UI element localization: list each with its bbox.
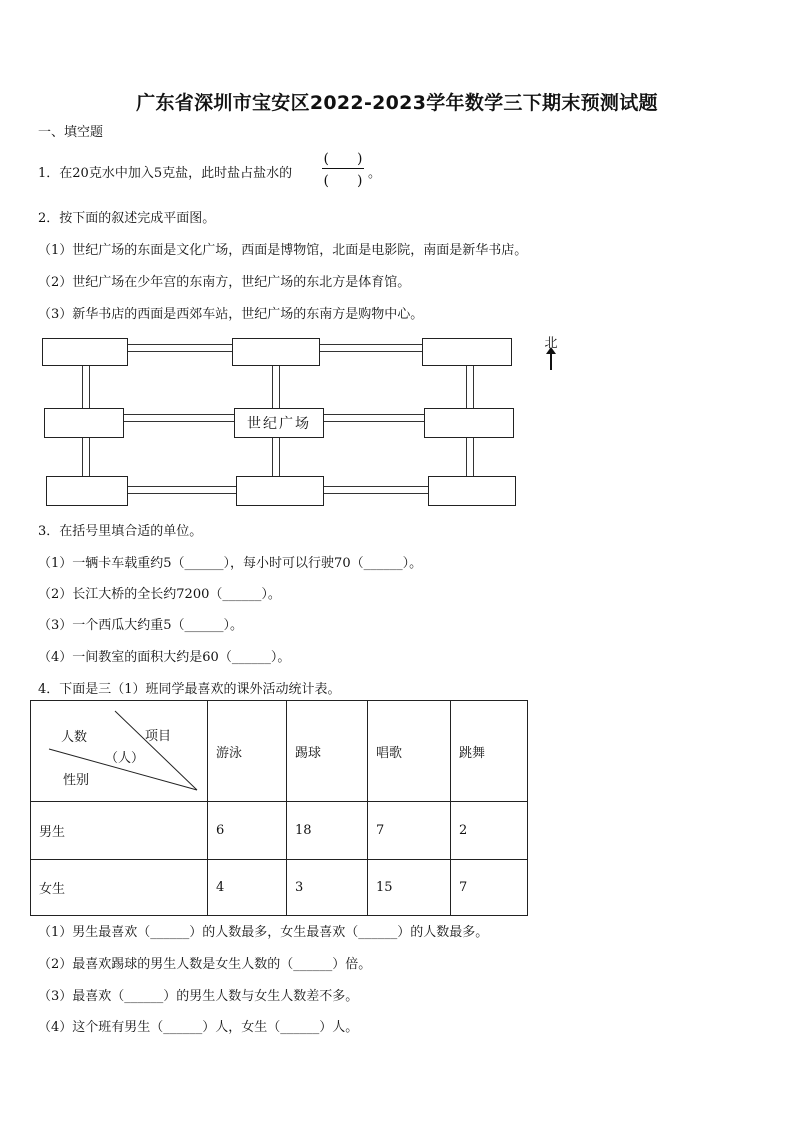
corner-people: 人数 (61, 730, 88, 745)
activity-stats-table (30, 700, 528, 916)
map-blank-box[interactable] (44, 408, 124, 438)
table-header-cell: 踢球 (287, 701, 368, 802)
question-3-item-2: （2）长江大桥的全长约7200（______）。 (38, 587, 281, 602)
question-4-item-2: （2）最喜欢踢球的男生人数是女生人数的（______）倍。 (38, 957, 372, 972)
table-header-cell: 跳舞 (451, 701, 528, 802)
map-blank-box[interactable] (42, 338, 128, 366)
corner-unit: （人） (105, 751, 145, 766)
row-label: 男生 (31, 802, 208, 860)
map-blank-box[interactable] (424, 408, 514, 438)
road (272, 437, 280, 477)
road (318, 344, 424, 352)
road (466, 437, 474, 477)
table-cell: 3 (287, 860, 368, 916)
corner-item: 项目 (145, 729, 172, 744)
question-1-end: 。 (368, 166, 382, 181)
question-3-item-4: （4）一间教室的面积大约是60（______）。 (38, 650, 291, 665)
table-cell: 7 (368, 802, 451, 860)
question-3-text: 3．在括号里填合适的单位。 (38, 524, 203, 539)
century-square-box (234, 408, 324, 438)
fraction-numerator[interactable]: ( ) (323, 151, 363, 167)
table-header-cell: 游泳 (208, 701, 287, 802)
table-cell: 7 (451, 860, 528, 916)
north-label: 北 (544, 336, 558, 351)
map-center-label: 世纪广场 (247, 416, 311, 432)
question-2-text: 2．按下面的叙述完成平面图。 (38, 211, 216, 226)
road (322, 486, 430, 494)
section-heading: 一、填空题 (38, 125, 104, 140)
question-4-item-3: （3）最喜欢（______）的男生人数与女生人数差不多。 (38, 989, 359, 1004)
north-indicator (541, 332, 561, 351)
table-cell: 4 (208, 860, 287, 916)
table-corner-cell (31, 701, 208, 802)
question-3-item-1: （1）一辆卡车载重约5（______），每小时可以行驶70（______）。 (38, 556, 423, 571)
fraction-blank[interactable] (322, 148, 364, 190)
road (322, 414, 426, 422)
road (126, 344, 234, 352)
question-2-item-3: （3）新华书店的西面是西郊车站，世纪广场的东南方是购物中心。 (38, 307, 424, 322)
road (122, 414, 236, 422)
plan-map (36, 328, 596, 513)
road (466, 366, 474, 408)
table-row (31, 802, 528, 860)
map-blank-box[interactable] (428, 476, 516, 506)
north-arrow-shaft (550, 352, 552, 370)
road (82, 366, 90, 408)
row-label: 女生 (31, 860, 208, 916)
table-cell: 15 (368, 860, 451, 916)
page-title: 广东省深圳市宝安区2022-2023学年数学三下期末预测试题 (136, 92, 658, 114)
question-4-text: 4．下面是三（1）班同学最喜欢的课外活动统计表。 (38, 682, 341, 697)
question-3-item-3: （3）一个西瓜大约重5（______）。 (38, 618, 244, 633)
map-blank-box[interactable] (232, 338, 320, 366)
question-4-item-4: （4）这个班有男生（______）人，女生（______）人。 (38, 1020, 359, 1035)
table-cell: 18 (287, 802, 368, 860)
road (272, 366, 280, 408)
map-blank-box[interactable] (46, 476, 128, 506)
road (82, 437, 90, 477)
question-1-text: 1．在20克水中加入5克盐，此时盐占盐水的 (38, 166, 293, 181)
corner-gender: 性别 (63, 773, 90, 788)
question-2-item-1: （1）世纪广场的东面是文化广场，西面是博物馆，北面是电影院，南面是新华书店。 (38, 243, 528, 258)
table-cell: 2 (451, 802, 528, 860)
question-4-item-1: （1）男生最喜欢（______）的人数最多，女生最喜欢（______）的人数最多。 (38, 925, 489, 940)
road (126, 486, 238, 494)
table-header-cell: 唱歌 (368, 701, 451, 802)
map-blank-box[interactable] (236, 476, 324, 506)
fraction-bar (322, 168, 364, 169)
map-blank-box[interactable] (422, 338, 512, 366)
fraction-denominator[interactable]: ( ) (323, 173, 363, 189)
question-2-item-2: （2）世纪广场在少年宫的东南方，世纪广场的东北方是体育馆。 (38, 275, 411, 290)
table-row (31, 860, 528, 916)
table-cell: 6 (208, 802, 287, 860)
